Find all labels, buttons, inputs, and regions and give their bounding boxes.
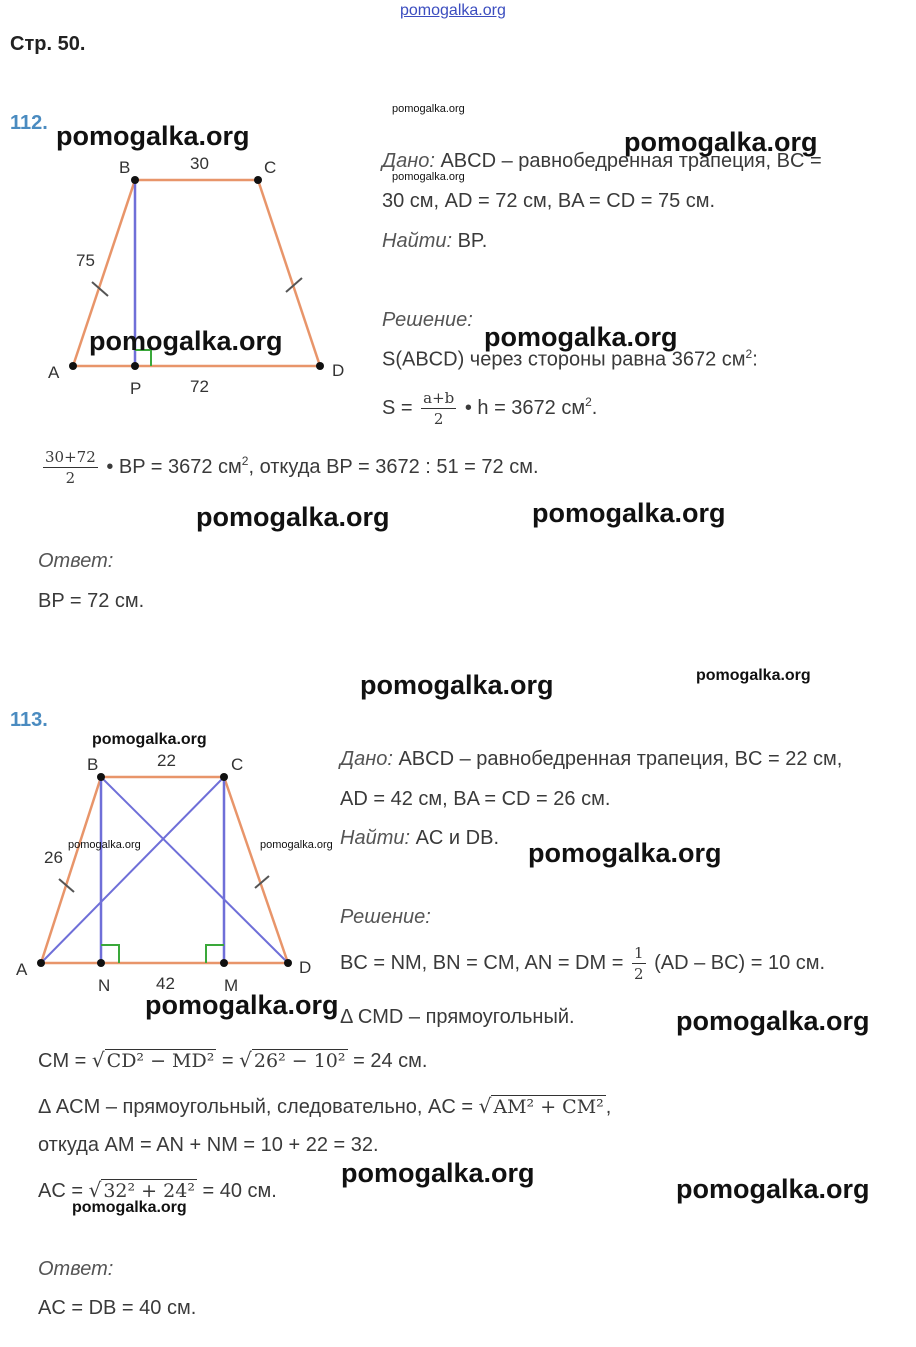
vertex-a-label: A xyxy=(48,363,60,382)
solution-line-4: Δ ACM – прямоугольный, следовательно, AC = √ AM² + CM² , xyxy=(38,1094,612,1118)
page-header: Стр. 50. xyxy=(10,33,86,55)
watermark: pomogalka.org xyxy=(89,326,283,356)
solution-line-1: S(ABCD) через стороны равна 3672 $см^2$: xyxy=(382,347,758,371)
vertex-a-label: A xyxy=(16,960,28,979)
vertex-b-label: B xyxy=(87,755,99,774)
watermark: pomogalka.org xyxy=(528,838,722,868)
solution-line-2: Δ CMD – прямоугольный. xyxy=(340,1006,575,1028)
side-ad-length: 42 xyxy=(156,974,175,993)
problem-113-number: 113. xyxy=(10,709,48,731)
solution-line-3: CM = √ CD² − MD² = √ 26² − 10² = 24 см. xyxy=(38,1048,428,1072)
side-ab-length: 75 xyxy=(76,251,95,270)
watermark: pomogalka.org xyxy=(696,667,811,684)
side-bc-length: 22 xyxy=(157,751,176,770)
watermark: pomogalka.org xyxy=(676,1006,870,1036)
given-line-1: Дано: ABCD – равнобедренная трапеция, BC = xyxy=(382,150,822,172)
answer-text: AC = DB = 40 см. xyxy=(38,1297,197,1319)
solution-line-1: BC = NM, BN = CM, AN = DM = $\frac{1}{2}$ (AD – BC) = 10 см. xyxy=(340,944,826,983)
watermark: pomogalka.org xyxy=(532,498,726,528)
side-bc-length: 30 xyxy=(190,154,209,173)
fraction-one-half: $\frac{1}{2}$ xyxy=(633,944,644,983)
fraction-a-plus-b-over-2: $\frac{a+b}{2}$ xyxy=(423,389,455,428)
answer-text: BP = 72 см. xyxy=(38,590,145,612)
watermark: pomogalka.org xyxy=(92,731,207,748)
vertex-d-label: D xyxy=(332,361,345,380)
watermark: pomogalka.org xyxy=(676,1174,870,1204)
watermark: pomogalka.org xyxy=(484,322,678,352)
vertex-c-label: C xyxy=(231,755,244,774)
vertex-c-label: C xyxy=(264,158,277,177)
figure-112 xyxy=(30,150,360,410)
side-ab-length: 26 xyxy=(44,848,63,867)
problem-112-number: 112. xyxy=(10,112,48,134)
watermark: pomogalka.org xyxy=(56,121,250,151)
solution-label: Решение: xyxy=(382,309,473,331)
point-m-label: M xyxy=(224,976,239,995)
watermark: pomogalka.org xyxy=(624,127,818,157)
figure-113 xyxy=(10,745,330,1000)
vertex-d-label: D xyxy=(299,958,312,977)
solution-label: Решение: xyxy=(340,906,431,928)
fraction-30-plus-72-over-2: $\frac{30+72}{2}$ xyxy=(45,448,96,487)
solution-line-6: AC = √ 32² + 24² = 40 см. xyxy=(38,1178,277,1202)
watermark: pomogalka.org xyxy=(341,1158,535,1188)
given-line-2: 30 см, AD = 72 см, BA = CD = 75 см. xyxy=(382,190,716,212)
solution-line-2: S = $\frac{a+b}{2}$ • h = 3672 $см^2$. xyxy=(382,389,598,428)
solution-line-3: $\frac{30+72}{2}$ • BP = 3672 $см^2$, откуда BP = 3672 : 51 = 72 см. xyxy=(45,448,539,487)
point-p-label: P xyxy=(130,379,142,398)
answer-label: Ответ: xyxy=(38,1258,114,1280)
watermark: pomogalka.org xyxy=(68,839,141,851)
vertex-b-label: B xyxy=(119,158,131,177)
watermark: pomogalka.org xyxy=(196,502,390,532)
solution-line-5: откуда AM = AN + NM = 10 + 22 = 32. xyxy=(38,1134,379,1156)
watermark: pomogalka.org xyxy=(145,990,339,1020)
given-line-1: Дано: ABCD – равнобедренная трапеция, BC = 22 см, xyxy=(340,748,843,770)
watermark: pomogalka.org xyxy=(72,1199,187,1216)
find-line: Найти: BP. xyxy=(382,230,488,252)
watermark: pomogalka.org xyxy=(392,171,465,183)
watermark: pomogalka.org xyxy=(260,839,333,851)
find-line: Найти: AC и DB. xyxy=(340,827,500,849)
point-n-label: N xyxy=(98,976,111,995)
watermark: pomogalka.org xyxy=(392,103,465,115)
top-watermark-link[interactable]: pomogalka.org xyxy=(400,2,506,19)
given-line-2: AD = 42 см, BA = CD = 26 см. xyxy=(340,788,611,810)
watermark: pomogalka.org xyxy=(360,670,554,700)
side-ad-length: 72 xyxy=(190,377,209,396)
answer-label: Ответ: xyxy=(38,550,114,572)
